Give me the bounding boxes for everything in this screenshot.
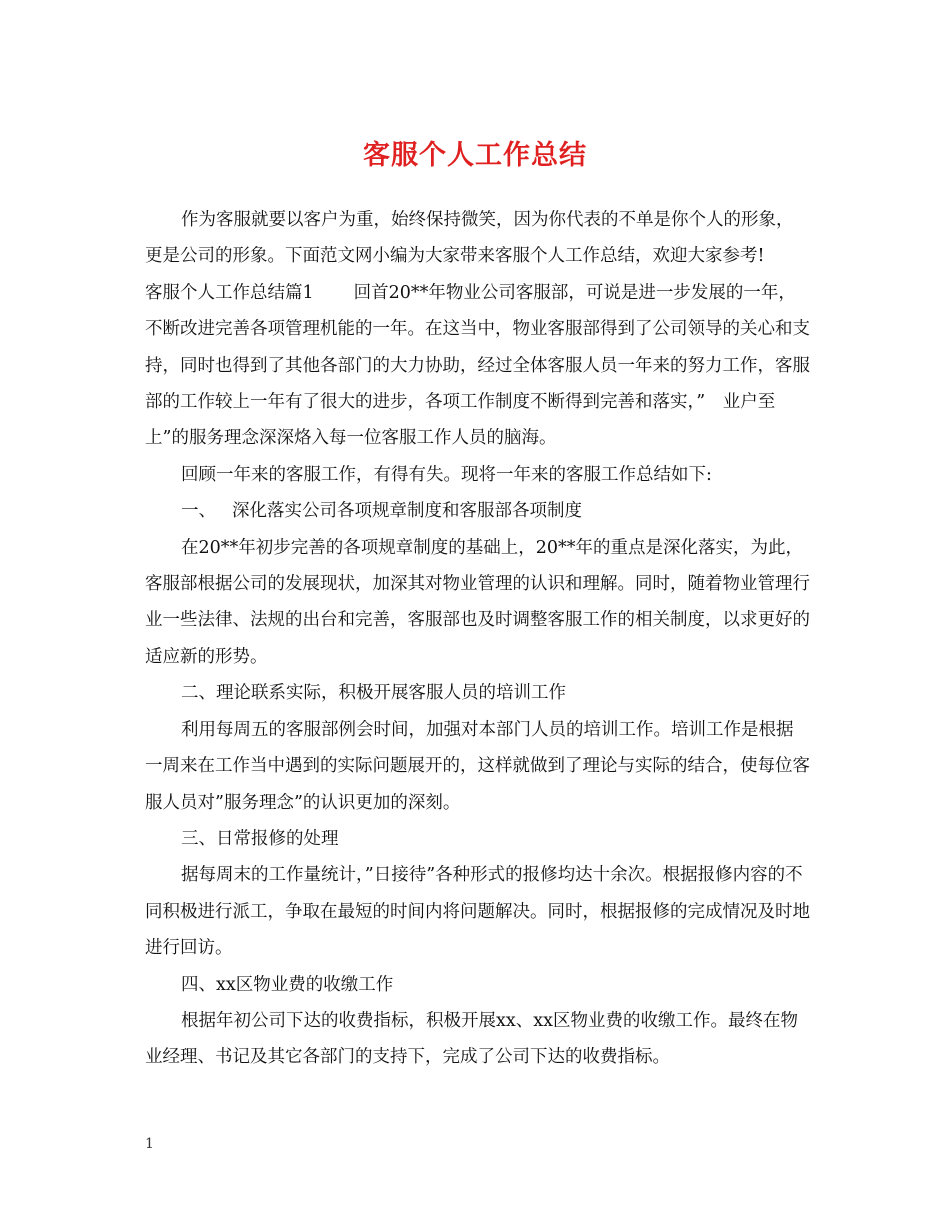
- section1-text: 回首20**年物业公司客服部，可说是进一步发展的一年，不断改进完善各项管理机能的一年。在这当中，物业客服部得到了公司领导的关心和支持，同时也得到了其他各部门的大力协助，经过全体客服人员一年来的努力工作，客服部的工作较上一年有了很大的进步，各项工作制度不断得到完善和落实，” 业户至上”的服务理念深深烙入每一位客服工作人员的脑海。: [145, 282, 810, 449]
- intro-paragraph: 作为客服就要以客户为重，始终保持微笑，因为你代表的不单是你个人的形象，更是公司的形象。下面范文网小编为大家带来客服个人工作总结，欢迎大家参考!: [145, 210, 794, 267]
- heading-4: 四、xx区物业费的收缴工作: [181, 974, 394, 995]
- paragraph-1: 在20**年初步完善的各项规章制度的基础上，20**年的重点是深化落实，为此，客服部根据公司的发展现状，加深其对物业管理的认识和理解。同时，随着物业管理行业一些法律、法规的出台和完善，客服部也及时调整客服工作的相关制度，以求更好的适应新的形势。: [145, 537, 810, 667]
- heading-1: [145, 493, 810, 529]
- document-title: 客服个人工作总结: [363, 140, 587, 171]
- heading-1-number: 一、: [181, 501, 216, 522]
- heading-1-text: 深化落实公司各项规章制度和客服部各项制度: [232, 501, 582, 522]
- section1-label: 客服个人工作总结篇1: [145, 282, 314, 303]
- paragraph-4: 根据年初公司下达的收费指标，积极开展xx、xx区物业费的收缴工作。最终在物业经理、书记及其它各部门的支持下，完成了公司下达的收费指标。: [145, 1010, 798, 1068]
- heading-3: 三、日常报修的处理: [181, 828, 339, 849]
- heading-2: 二、理论联系实际，积极开展客服人员的培训工作: [181, 683, 566, 704]
- section1-paragraph: [145, 275, 810, 457]
- paragraph-3: 据每周末的工作量统计，”日接待”各种形式的报修均达十余次。根据报修内容的不同积极进行派工，争取在最短的时间内将问题解决。同时，根据报修的完成情况及时地进行回访。: [145, 865, 810, 959]
- document-body: [145, 202, 810, 1076]
- review-paragraph: 回顾一年来的客服工作，有得有失。现将一年来的客服工作总结如下:: [181, 464, 712, 485]
- paragraph-2: 利用每周五的客服部例会时间，加强对本部门人员的培训工作。培训工作是根据一周来在工作当中遇到的实际问题展开的，这样就做到了理论与实际的结合，使每位客服人员对”服务理念”的认识更加的深刻。: [145, 719, 810, 813]
- page-number: 1: [145, 1136, 154, 1152]
